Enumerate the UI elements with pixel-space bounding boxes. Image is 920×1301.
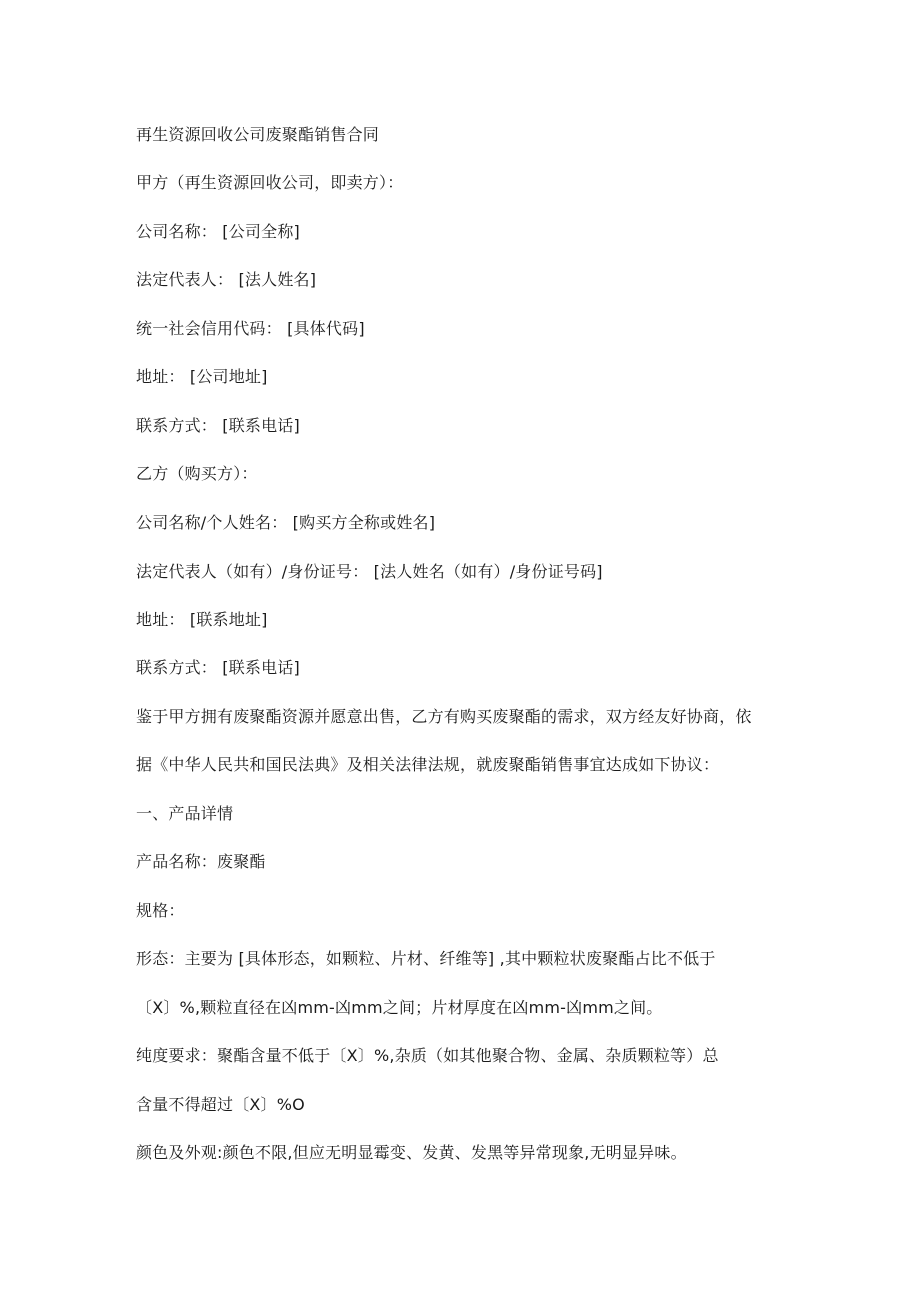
- contract-title: 再生资源回收公司废聚酯销售合同: [136, 125, 380, 144]
- party-a-legal-rep: 法定代表人： [法人姓名]: [136, 270, 317, 289]
- party-a-company-name: 公司名称： [公司全称]: [136, 222, 300, 241]
- product-name: 产品名称：废聚酯: [136, 852, 266, 871]
- party-a-contact: 联系方式： [联系电话]: [136, 416, 300, 435]
- form-spec-line-1: 形态：主要为 [具体形态，如颗粒、片材、纤维等] ,其中颗粒状废聚酯占比不低于: [136, 949, 716, 968]
- party-a-credit-code: 统一社会信用代码： [具体代码]: [136, 319, 365, 338]
- section-heading-product: 一、产品详情: [136, 804, 234, 823]
- form-spec-line-2: 〔X〕%,颗粒直径在凶mm-凶mm之间；片材厚度在凶mm-凶mm之间。: [136, 998, 663, 1017]
- party-a-heading: 甲方（再生资源回收公司，即卖方）：: [136, 173, 404, 192]
- party-b-heading: 乙方（购买方）：: [136, 464, 258, 483]
- party-a-address: 地址： [公司地址]: [136, 367, 268, 386]
- spec-heading: 规格：: [136, 901, 185, 920]
- party-b-legal-rep-id: 法定代表人（如有）/身份证号： [法人姓名（如有）/身份证号码]: [136, 562, 603, 581]
- purity-spec-line-1: 纯度要求：聚酯含量不低于〔X〕%,杂质（如其他聚合物、金属、杂质颗粒等）总: [136, 1046, 719, 1065]
- party-b-address: 地址： [联系地址]: [136, 610, 268, 629]
- preamble-line-1: 鉴于甲方拥有废聚酯资源并愿意出售，乙方有购买废聚酯的需求，双方经友好协商，依: [136, 707, 752, 726]
- appearance-spec: 颜色及外观:颜色不限,但应无明显霉变、发黄、发黑等异常现象,无明显异味。: [136, 1143, 687, 1162]
- party-b-name: 公司名称/个人姓名： [购买方全称或姓名]: [136, 513, 436, 532]
- party-b-contact: 联系方式： [联系电话]: [136, 658, 300, 677]
- purity-spec-line-2: 含量不得超过〔X〕%O: [136, 1095, 305, 1114]
- preamble-line-2: 据《中华人民共和国民法典》及相关法律法规，就废聚酯销售事宜达成如下协议：: [136, 755, 720, 774]
